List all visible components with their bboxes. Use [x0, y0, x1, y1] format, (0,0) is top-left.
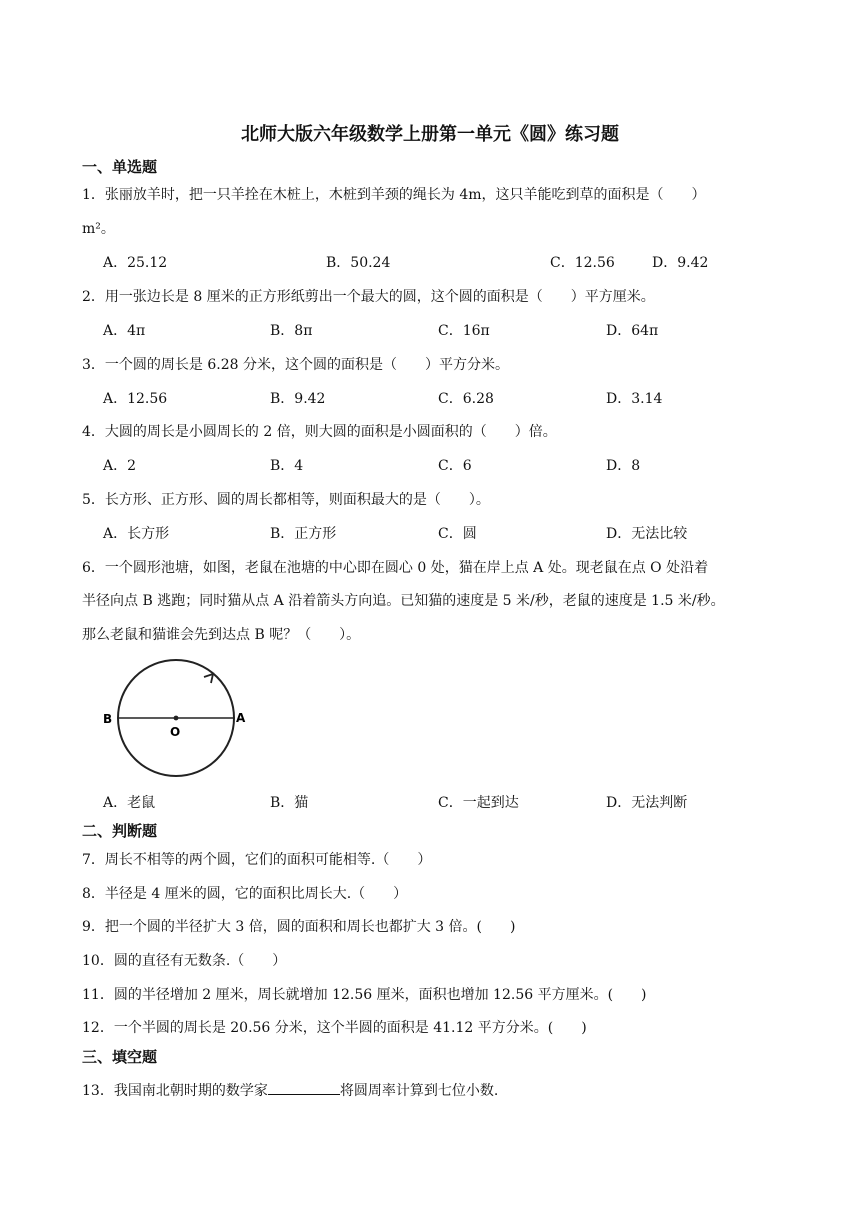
question-6-option-d: D．无法判断	[606, 795, 688, 811]
question-1-option-c: C．12.56	[550, 255, 615, 271]
section-heading-single-choice: 一、单选题	[82, 158, 158, 176]
pond-circle-diagram	[100, 656, 250, 780]
center-point	[174, 716, 179, 721]
question-7-text: 7．周长不相等的两个圆，它们的面积可能相等.（ ）	[82, 852, 432, 868]
question-1-text: 1．张丽放羊时，把一只羊拴在木桩上，木桩到羊颈的绳长为 4m，这只羊能吃到草的面积是（ ）	[82, 187, 706, 203]
question-5-option-c: C．圆	[438, 526, 477, 542]
question-11-text: 11．圆的半径增加 2 厘米，周长就增加 12.56 厘米，面积也增加 12.56 平方厘米。( )	[82, 987, 647, 1003]
question-1-option-b: B．50.24	[326, 255, 391, 271]
question-13	[82, 1080, 498, 1100]
question-4-option-c: C．6	[438, 458, 472, 474]
label-point-o: O	[170, 725, 181, 739]
question-6-option-a: A．老鼠	[103, 795, 156, 811]
question-12-text: 12．一个半圆的周长是 20.56 分米，这个半圆的面积是 41.12 平方分米。( )	[82, 1020, 587, 1036]
question-4-text: 4．大圆的周长是小圆周长的 2 倍，则大圆的面积是小圆面积的（ ）倍。	[82, 424, 557, 440]
label-point-a: A	[236, 711, 246, 725]
question-8-text: 8．半径是 4 厘米的圆，它的面积比周长大.（ ）	[82, 886, 408, 902]
section-heading-true-false: 二、判断题	[82, 822, 158, 840]
question-6-text-line-1: 6．一个圆形池塘，如图，老鼠在池塘的中心即在圆心 0 处，猫在岸上点 A 处。现老鼠在点 O 处沿着	[82, 560, 709, 576]
answer-blank[interactable]	[268, 1080, 340, 1095]
question-3-option-a: A．12.56	[103, 391, 168, 407]
question-6-text-line-3: 那么老鼠和猫谁会先到达点 B 呢？（ ）。	[82, 627, 361, 643]
question-6-option-b: B．猫	[270, 795, 309, 811]
question-5-option-a: A．长方形	[103, 526, 170, 542]
question-6-option-c: C．一起到达	[438, 795, 519, 811]
question-2-option-c: C．16π	[438, 323, 490, 339]
question-1-option-d: D．9.42	[652, 255, 709, 271]
question-3-text: 3．一个圆的周长是 6.28 分米，这个圆的面积是（ ）平方分米。	[82, 357, 509, 373]
question-1-option-a: A．25.12	[103, 255, 168, 271]
page-title: 北师大版六年级数学上册第一单元《圆》练习题	[241, 124, 619, 145]
question-4-option-d: D．8	[606, 458, 641, 474]
question-10-text: 10．圆的直径有无数条.（ ）	[82, 953, 287, 969]
question-4-option-b: B．4	[270, 458, 304, 474]
label-point-b: B	[103, 712, 113, 726]
question-2-option-a: A．4π	[103, 323, 146, 339]
question-2-option-b: B．8π	[270, 323, 313, 339]
section-heading-fill-blank: 三、填空题	[82, 1048, 158, 1066]
question-3-option-c: C．6.28	[438, 391, 494, 407]
chase-direction-arrow	[204, 674, 213, 683]
question-6-text-line-2: 半径向点 B 逃跑；同时猫从点 A 沿着箭头方向追。已知猫的速度是 5 米/秒，老鼠的速度是 1.5 米/秒。	[82, 593, 725, 609]
question-9-text: 9．把一个圆的半径扩大 3 倍，圆的面积和周长也都扩大 3 倍。( )	[82, 919, 516, 935]
question-3-option-b: B．9.42	[270, 391, 326, 407]
question-2-option-d: D．64π	[606, 323, 659, 339]
question-5-option-b: B．正方形	[270, 526, 337, 542]
question-13-text-before: 13．我国南北朝时期的数学家	[82, 1083, 268, 1099]
question-4-option-a: A．2	[103, 458, 137, 474]
question-2-text: 2．用一张边长是 8 厘米的正方形纸剪出一个最大的圆，这个圆的面积是（ ）平方厘米。	[82, 289, 655, 305]
question-1-unit: m²。	[82, 221, 115, 237]
question-5-option-d: D．无法比较	[606, 526, 688, 542]
question-5-text: 5．长方形、正方形、圆的周长都相等，则面积最大的是（ ）。	[82, 492, 490, 508]
question-3-option-d: D．3.14	[606, 391, 663, 407]
question-13-text-after: 将圆周率计算到七位小数.	[339, 1083, 499, 1099]
